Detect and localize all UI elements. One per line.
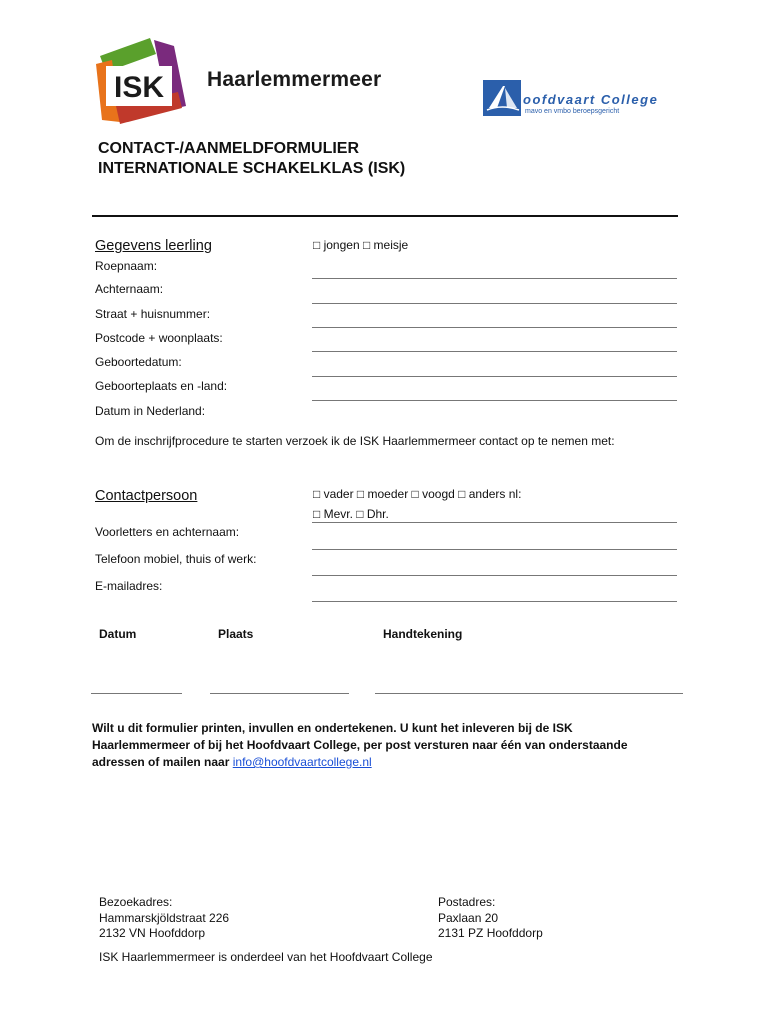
hoofdvaart-logo (483, 80, 671, 116)
title-divider (92, 215, 678, 217)
contact-section-heading: Contactpersoon (95, 488, 198, 504)
input-line-straat[interactable] (312, 327, 677, 328)
input-line-geboorteplaats[interactable] (312, 400, 677, 401)
postal-address-street: Paxlaan 20 (438, 910, 499, 925)
field-label-geboortedatum: Geboortedatum: (95, 355, 182, 369)
visit-address-label: Bezoekadres: (99, 895, 173, 909)
isk-brand-name: Haarlemmermeer (207, 68, 382, 91)
notice-line-3 (92, 754, 692, 771)
logo-isk-text: ISK (113, 71, 165, 104)
form-title (98, 139, 405, 179)
input-line-place[interactable] (210, 693, 349, 694)
field-label-datum-nederland: Datum in Nederland: (95, 404, 206, 418)
notice-line-2: Haarlemmermeer of bij het Hoofdvaart College, per post versturen naar één van onderstaande (92, 738, 628, 752)
submission-notice (92, 720, 692, 771)
gender-options[interactable]: □ jongen □ meisje (313, 238, 409, 252)
input-line-geboortedatum[interactable] (312, 376, 677, 377)
form-title-line1: CONTACT-/AANMELDFORMULIER (98, 140, 360, 157)
place-label: Plaats (218, 627, 254, 641)
isk-logo (92, 34, 188, 130)
visit-address-city: 2132 VN Hoofddorp (99, 926, 206, 940)
input-line-signature[interactable] (375, 693, 683, 694)
postal-address-city: 2131 PZ Hoofddorp (438, 926, 543, 940)
instruction-text: Om de inschrijfprocedure te starten verzoek ik de ISK Haarlemmermeer contact op te nemen met: (95, 434, 615, 448)
input-line-roepnaam[interactable] (312, 278, 677, 279)
field-label-geboorteplaats: Geboorteplaats en -land: (95, 379, 228, 393)
input-line-email[interactable] (312, 601, 677, 602)
notice-line-3-text: adressen of mailen naar (92, 755, 230, 769)
input-line-achternaam[interactable] (312, 303, 677, 304)
email-link[interactable]: info@hoofdvaartcollege.nl (232, 755, 372, 769)
field-label-email: E-mailadres: (95, 579, 163, 593)
form-title-line2: INTERNATIONALE SCHAKELKLAS (ISK) (98, 160, 406, 177)
field-label-telefoon: Telefoon mobiel, thuis of werk: (95, 552, 257, 566)
field-label-straat: Straat + huisnummer: (95, 307, 211, 321)
input-line-contact-title[interactable] (312, 522, 677, 523)
postal-address (438, 895, 543, 942)
hv-logo-tagline: mavo en vmbo beroepsgericht (525, 108, 620, 115)
signature-label: Handtekening (383, 627, 463, 641)
field-label-achternaam: Achternaam: (95, 282, 164, 296)
visit-address-street: Hammarskjöldstraat 226 (99, 910, 230, 925)
hv-logo-block (483, 80, 521, 116)
input-line-postcode[interactable] (312, 351, 677, 352)
input-line-telefoon[interactable] (312, 575, 677, 576)
input-line-voorletters[interactable] (312, 549, 677, 550)
field-label-postcode: Postcode + woonplaats: (95, 331, 223, 345)
hv-logo-name: oofdvaart College (523, 92, 659, 107)
notice-line-1: Wilt u dit formulier printen, invullen en ondertekenen. U kunt het inleveren bij de ISK (92, 721, 573, 735)
date-label: Datum (99, 627, 137, 641)
postal-address-label: Postadres: (438, 895, 496, 909)
visit-address (99, 895, 229, 942)
title-options[interactable]: □ Mevr. □ Dhr. (313, 507, 389, 521)
field-label-voorletters: Voorletters en achternaam: (95, 525, 240, 539)
relation-options[interactable]: □ vader □ moeder □ voogd □ anders nl: (313, 487, 522, 501)
footer-note: ISK Haarlemmermeer is onderdeel van het Hoofdvaart College (99, 950, 433, 964)
field-label-roepnaam: Roepnaam: (95, 259, 158, 273)
input-line-date[interactable] (91, 693, 182, 694)
student-section-heading: Gegevens leerling (95, 238, 212, 254)
